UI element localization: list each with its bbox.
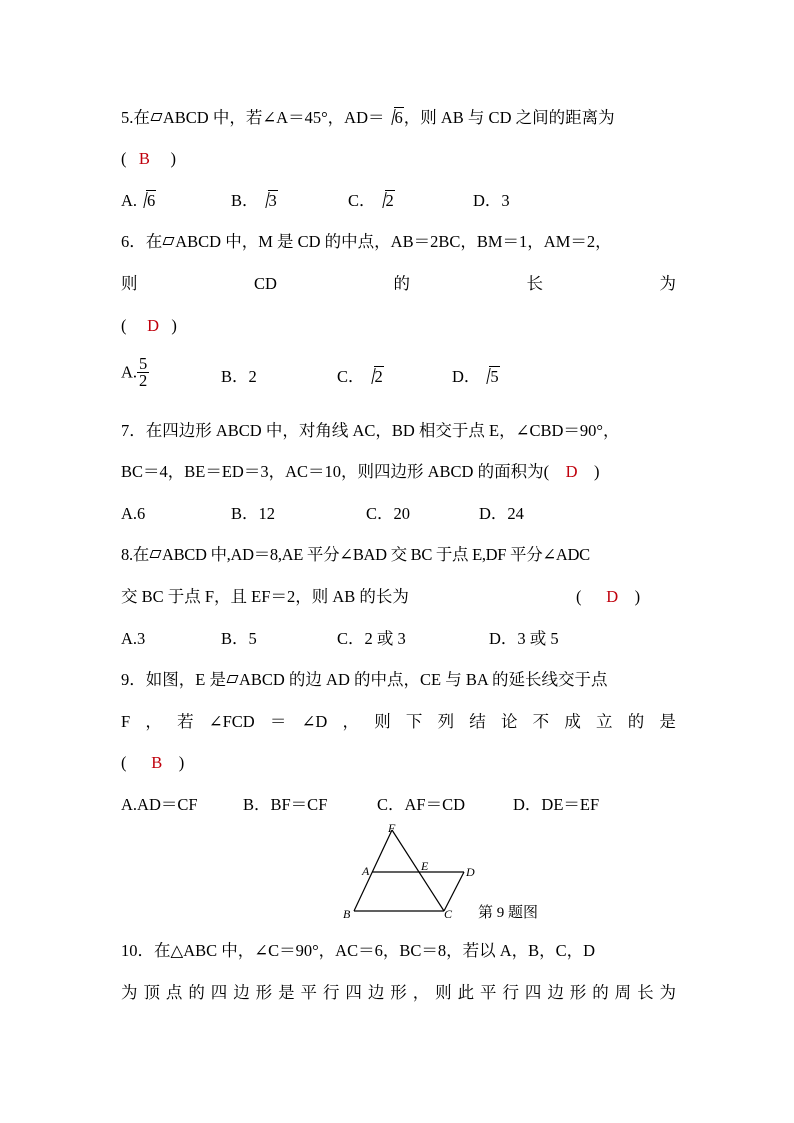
q9-option-d: D．DE＝EF bbox=[513, 795, 600, 814]
q8-option-c: C．2 或 3 bbox=[337, 629, 406, 648]
q10-stem-line2: 为 顶 点 的 四 边 形 是 平 行 四 边 形 ， 则 此 平 行 四 边 形 的 周 长 为 bbox=[121, 983, 676, 1002]
sqrt-symbol: 6 bbox=[385, 107, 404, 129]
q8-option-a: A.3 bbox=[121, 629, 146, 648]
line-DC bbox=[444, 872, 464, 911]
q9-option-c: C．AF＝CD bbox=[377, 795, 466, 814]
q6-option-c: C． 2 bbox=[337, 367, 383, 386]
line-FC bbox=[392, 830, 444, 911]
q9-answer: B bbox=[151, 753, 163, 772]
q9-option-b: B．BF＝CF bbox=[243, 795, 328, 814]
q9-answer-line: ( B ) bbox=[121, 753, 185, 772]
q6-option-a: A. $\frac{5}{2}$ bbox=[121, 354, 148, 390]
q5-option-d: D．3 bbox=[473, 191, 510, 210]
q5-option-a: A. 6 bbox=[121, 191, 156, 210]
q8-option-d: D．3 或 5 bbox=[489, 629, 559, 648]
label-C: C bbox=[444, 907, 453, 921]
parallelogram-icon bbox=[227, 675, 239, 683]
label-A: A bbox=[362, 864, 370, 878]
q5-option-c: C． 2 bbox=[348, 191, 394, 210]
parallelogram-icon bbox=[163, 237, 175, 245]
q5-stem: 5.在 ABCD 中，若∠A＝45°，AD＝ 6，则 AB 与 CD 之间的距离为 bbox=[121, 108, 615, 127]
q9-figure bbox=[338, 823, 568, 923]
line-BF bbox=[354, 830, 392, 911]
parallelogram-icon bbox=[150, 113, 162, 121]
q7-stem: 7．在四边形 ABCD 中，对角线 AC，BD 相交于点 E，∠CBD＝90°， bbox=[121, 421, 620, 440]
q8-answer: D bbox=[606, 587, 619, 606]
q6-answer: D bbox=[147, 316, 160, 335]
q6-option-b: B．2 bbox=[221, 367, 257, 386]
q9-option-a: A.AD＝CF bbox=[121, 795, 198, 814]
q9-stem-line2: F ， 若 ∠FCD ＝ ∠D ， 则 下 列 结 论 不 成 立 的 是 bbox=[121, 712, 676, 731]
q5-option-b: B． 3 bbox=[231, 191, 277, 210]
label-E: E bbox=[421, 859, 429, 873]
q7-stem-line2: BC＝4，BE＝ED＝3，AC＝10，则四边形 ABCD 的面积为( D ) bbox=[121, 462, 600, 481]
q6-options bbox=[121, 356, 676, 396]
q7-answer: D bbox=[565, 462, 578, 481]
q6-answer-line: ( D ) bbox=[121, 316, 177, 335]
q5-answer-line: ( B ) bbox=[121, 149, 177, 168]
q8-answer-paren: ( D ) bbox=[576, 587, 641, 606]
q7-option-c: C．20 bbox=[366, 504, 411, 523]
label-B: B bbox=[343, 907, 351, 921]
q6-stem-line2: 则 CD 的 长 为 bbox=[121, 274, 676, 293]
q7-option-d: D．24 bbox=[479, 504, 524, 523]
q9-stem: 9．如图，E 是 ABCD 的边 AD 的中点，CE 与 BA 的延长线交于点 bbox=[121, 670, 608, 689]
q8-stem-line2: 交 BC 于点 F，且 EF＝2，则 AB 的长为 ( D ) bbox=[121, 587, 641, 606]
q7-option-a: A.6 bbox=[121, 504, 146, 523]
q8-option-b: B．5 bbox=[221, 629, 257, 648]
figure-caption: 第 9 题图 bbox=[478, 905, 539, 921]
q10-stem: 10．在△ABC 中，∠C＝90°，AC＝6，BC＝8，若以 A，B，C，D bbox=[121, 941, 596, 960]
q5-answer: B bbox=[138, 149, 150, 168]
label-F: F bbox=[388, 823, 396, 835]
label-D: D bbox=[466, 865, 475, 879]
parallelogram-icon bbox=[150, 550, 162, 558]
q7-option-b: B．12 bbox=[231, 504, 276, 523]
q8-stem: 8.在 ABCD 中,AD＝8,AE 平分∠BAD 交 BC 于点 E,DF 平分∠ADC bbox=[121, 545, 590, 564]
q6-stem: 6．在 ABCD 中，M 是 CD 的中点，AB＝2BC，BM＝1，AM＝2， bbox=[121, 232, 612, 251]
q6-option-d: D． 5 bbox=[452, 367, 499, 386]
